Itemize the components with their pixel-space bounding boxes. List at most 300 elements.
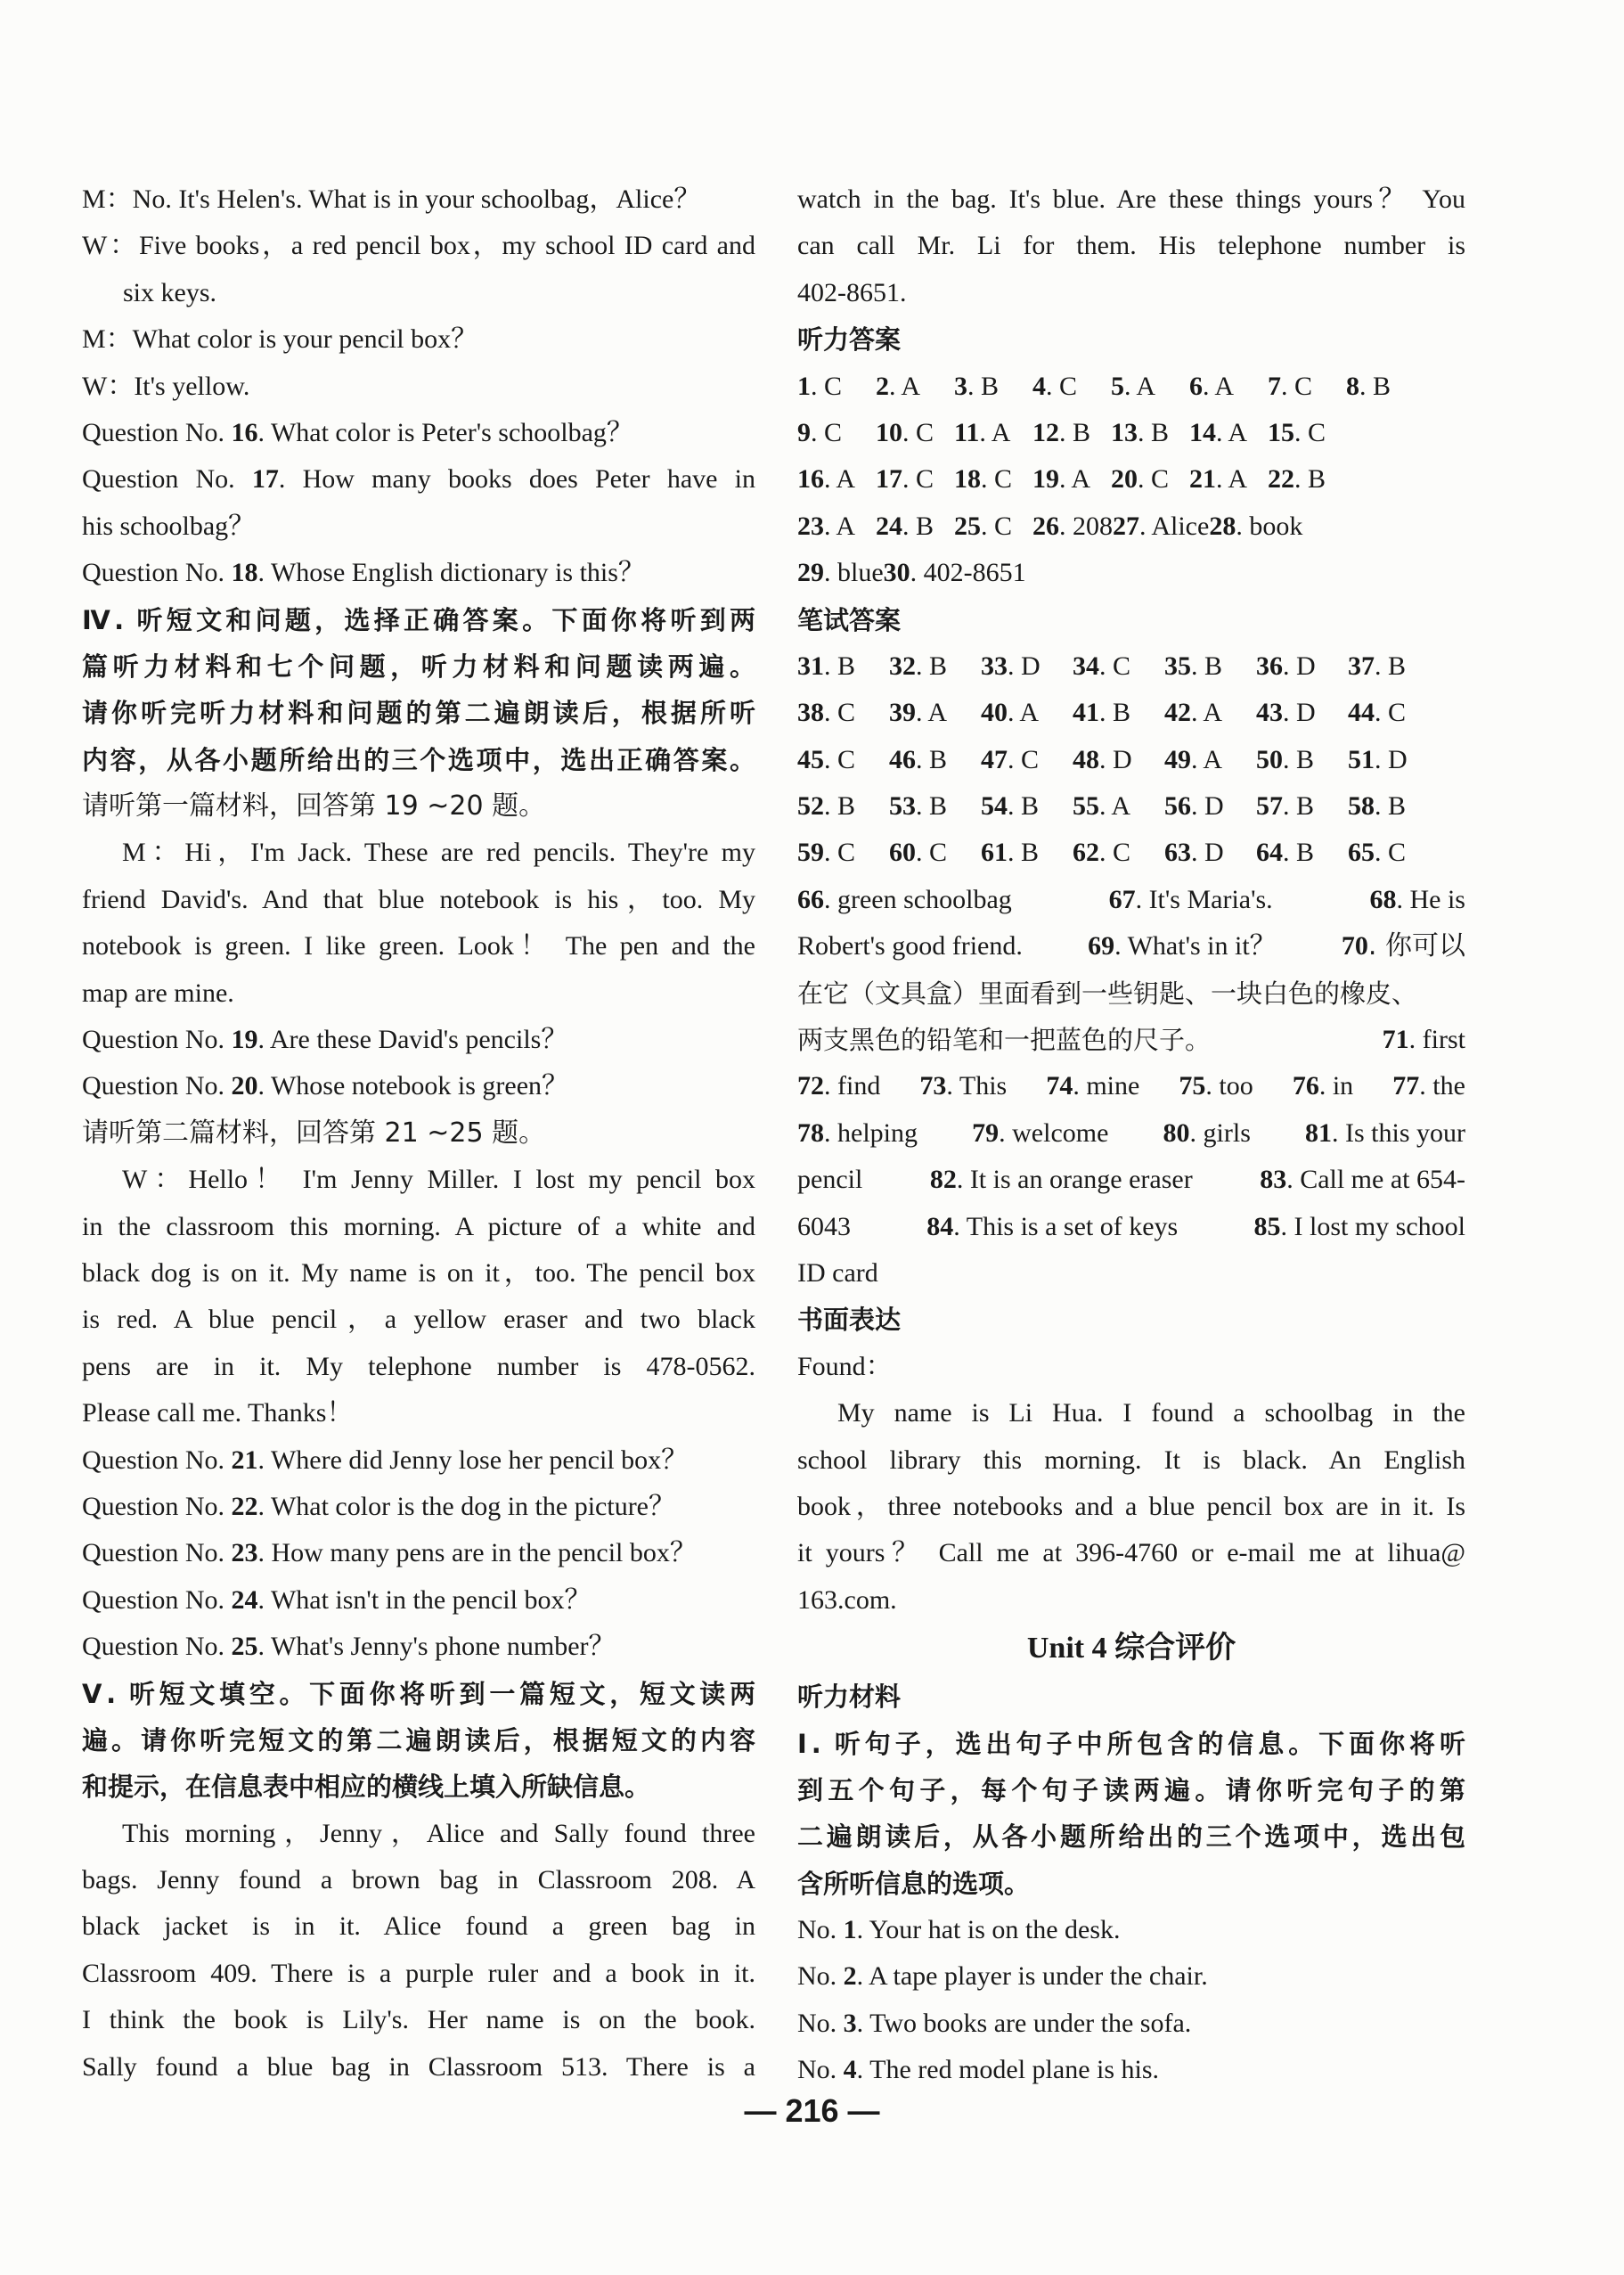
answer-item [1383, 1017, 1465, 1063]
question-line: Question No. 23. How many pens are in the pencil box？ [82, 1538, 697, 1568]
answer-number: 16 [797, 464, 824, 495]
writing-heading: 书面表达 [797, 1305, 902, 1336]
answer-value: . green schoolbag [824, 884, 1012, 914]
answer-value: . book [1236, 511, 1303, 541]
answer-item [1256, 643, 1348, 690]
answer-number: 27 [1113, 511, 1139, 541]
writing-line: book，three notebooks and a blue pencil box are in it. Is [797, 1491, 1465, 1521]
answer-item [1342, 923, 1465, 970]
answer-item [1073, 643, 1164, 690]
answer-value: 两支黑色的铅笔和一把蓝色的尺子。 [797, 1025, 1212, 1056]
answer-value: Robert's good friend. [797, 931, 1023, 962]
answer-item [1073, 783, 1164, 830]
answer-item [1088, 923, 1277, 970]
question-line: his schoolbag？ [82, 511, 256, 541]
answer-item [1256, 830, 1348, 876]
answer-item [981, 783, 1073, 830]
answer-number: 72 [797, 1071, 824, 1101]
answer-number: 10 [876, 417, 902, 447]
sentence-line: No. 4. The red model plane is his. [797, 2055, 1160, 2085]
answer-item [876, 503, 954, 550]
dialog-line: M：No. It's Helen's. What is in your schoolbag，Alice？ [82, 184, 701, 214]
answer-row [797, 503, 1465, 550]
answer-value: . A [1059, 464, 1091, 495]
answer-value: . find [824, 1071, 881, 1101]
answer-item [1189, 364, 1268, 410]
answer-item [1046, 1063, 1139, 1109]
answer-number: 73 [919, 1071, 947, 1101]
answer-value: . B [824, 791, 856, 822]
answer-row [797, 877, 1465, 923]
answer-value: 6043 [797, 1211, 851, 1241]
right-column [797, 176, 1465, 2094]
answer-number: 52 [797, 791, 824, 822]
answer-item [1032, 456, 1111, 503]
answer-value: . A [824, 464, 856, 495]
answer-number: 22 [1268, 464, 1294, 495]
answer-item [1163, 1110, 1251, 1157]
answer-value: . What's in it？ [1114, 931, 1277, 962]
answer-number: 28 [1209, 511, 1236, 541]
passage-line: watch in the bag. It's blue. Are these things yours？ You [797, 184, 1465, 214]
answer-value: . B [1283, 744, 1315, 774]
passage-line: black jacket is in it. Alice found a green bag in [82, 1911, 755, 1942]
answer-item [1346, 364, 1424, 410]
answer-item [1209, 503, 1302, 550]
answer-number: 59 [797, 838, 824, 868]
answer-value: . A [1203, 371, 1235, 401]
answer-number: 75 [1179, 1071, 1206, 1101]
answer-item [1392, 1063, 1465, 1109]
answer-value: . Is this your [1332, 1117, 1465, 1148]
answer-number: 77 [1392, 1071, 1420, 1101]
answer-item [1348, 643, 1440, 690]
answer-value: . B [902, 511, 934, 541]
answer-item [954, 503, 1032, 550]
answer-number: 54 [981, 791, 1008, 822]
answer-number: 9 [797, 417, 811, 447]
answer-number: 8 [1346, 371, 1359, 401]
answer-number: 64 [1256, 838, 1283, 868]
answer-number: 6 [1189, 371, 1203, 401]
passage-line: notebook is green. I like green. Look！ The pen and the [82, 931, 755, 962]
answer-value: . A [1099, 791, 1131, 822]
answer-item [954, 456, 1032, 503]
answer-item [954, 364, 1032, 410]
answer-value: . C [981, 464, 1013, 495]
answer-item [797, 503, 876, 550]
answer-number: 56 [1164, 791, 1191, 822]
answer-row [797, 1204, 1465, 1250]
section-instruction: 遍。请你听完短文的第二遍朗读后，根据短文的内容 [82, 1724, 755, 1755]
answer-item [797, 1063, 880, 1109]
question-line: Question No. 18. Whose English dictionary is this？ [82, 558, 645, 588]
answer-number: 31 [797, 651, 824, 681]
answer-number: 83 [1260, 1165, 1287, 1195]
answer-value: . B [1375, 651, 1407, 681]
answer-value: . C [1138, 464, 1170, 495]
passage-line: in the classroom this morning. A picture of a white and [82, 1211, 755, 1241]
passage-line: Sally found a blue bag in Classroom 513. There is a [82, 2051, 755, 2082]
answer-number: 74 [1046, 1071, 1073, 1101]
answer-value: . D [1099, 744, 1132, 774]
answer-value: . C [1008, 744, 1040, 774]
answer-item [797, 1110, 918, 1157]
answer-item [876, 410, 954, 456]
answer-number: 29 [797, 558, 824, 588]
answer-row [797, 737, 1465, 783]
answer-value: . 402-8651 [910, 558, 1026, 588]
answer-value: . B [1138, 417, 1170, 447]
answer-number: 41 [1073, 698, 1099, 728]
answer-number: 50 [1256, 744, 1283, 774]
answer-item [1164, 737, 1256, 783]
answer-item [797, 1157, 862, 1203]
answer-item [1254, 1204, 1466, 1250]
passage-line: W：Hello！ I'm Jenny Miller. I lost my pencil box [122, 1165, 755, 1195]
answer-number: 79 [972, 1117, 1000, 1148]
answer-number: 76 [1292, 1071, 1319, 1101]
answer-item [1268, 364, 1346, 410]
answer-number: 46 [889, 744, 916, 774]
answer-number: 34 [1073, 651, 1099, 681]
dialog-line: M：What color is your pencil box？ [82, 324, 478, 355]
answer-value: . B [824, 651, 856, 681]
answer-number: 45 [797, 744, 824, 774]
answer-value: . D [1283, 698, 1316, 728]
answer-item [954, 410, 1032, 456]
listening-answers [797, 364, 1465, 597]
writing-line: it yours？ Call me at 396-4760 or e-mail me at lihua@ [797, 1538, 1465, 1568]
passage-line: map are mine. [82, 978, 234, 1008]
answer-value: . C [811, 371, 843, 401]
answer-item [926, 1204, 1178, 1250]
sentence-line: No. 2. A tape player is under the chair. [797, 1961, 1208, 1992]
answer-item [889, 643, 981, 690]
answer-row [797, 456, 1465, 503]
answer-number: 44 [1348, 698, 1375, 728]
answer-item [1111, 456, 1189, 503]
answer-value: . 你可以 [1367, 930, 1465, 962]
answer-item [1369, 877, 1465, 923]
answer-value: . B [916, 744, 948, 774]
answer-item [889, 737, 981, 783]
answer-number: 24 [876, 511, 902, 541]
question-line: Question No. 17. How many books does Peter have in [82, 464, 755, 495]
answer-number: 81 [1305, 1117, 1332, 1148]
answer-value: . A [1191, 744, 1223, 774]
dialog-line: six keys. [123, 277, 216, 307]
answer-value: . the [1419, 1071, 1465, 1101]
passage-intro: 请听第一篇材料，回答第 19 ~20 题。 [82, 790, 546, 822]
answer-number: 15 [1268, 417, 1294, 447]
answer-number: 63 [1164, 838, 1191, 868]
answer-row [797, 1110, 1465, 1157]
passage-line: 402-8651. [797, 277, 907, 307]
answer-number: 18 [954, 464, 981, 495]
answer-item [1073, 830, 1164, 876]
answer-value: . He is [1396, 884, 1465, 914]
answer-value: pencil [797, 1165, 863, 1195]
answer-item [1268, 410, 1346, 456]
answer-number: 7 [1268, 371, 1281, 401]
answer-item [1032, 503, 1113, 550]
answer-item [889, 783, 981, 830]
answer-item [1073, 737, 1164, 783]
answer-value: . A [1124, 371, 1156, 401]
answer-item [1348, 830, 1440, 876]
question-line: Question No. 25. What's Jenny's phone number？ [82, 1632, 616, 1662]
answer-number: 40 [981, 698, 1008, 728]
answer-value: . D [1008, 651, 1041, 681]
answer-value: . Alice [1139, 511, 1210, 541]
section-instruction: 和提示，在信息表中相应的横线上填入所缺信息。 [82, 1772, 651, 1803]
answer-value: . C [824, 838, 856, 868]
answer-item [1164, 783, 1256, 830]
section-instruction: 内容，从各小题所给出的三个选项中，选出正确答案。 [82, 744, 755, 775]
answer-item [1109, 877, 1273, 923]
answer-number: 68 [1369, 884, 1397, 914]
answer-value: . A [1008, 698, 1040, 728]
answer-item [797, 877, 1012, 923]
answer-item [1305, 1110, 1465, 1157]
answer-item [797, 456, 876, 503]
answer-number: 51 [1348, 744, 1375, 774]
answer-value: . C [1046, 371, 1078, 401]
answer-item [981, 643, 1073, 690]
answer-value: . C [824, 698, 856, 728]
answer-value: . C [824, 744, 856, 774]
answer-number: 66 [797, 884, 824, 914]
answer-number: 78 [797, 1117, 824, 1148]
question-line: Question No. 22. What color is the dog in the picture？ [82, 1491, 676, 1521]
answer-number: 48 [1073, 744, 1099, 774]
answer-item [981, 690, 1073, 736]
answer-number: 65 [1348, 838, 1375, 868]
answer-row [797, 783, 1465, 830]
section-instruction: 请你听完听力材料和问题的第二遍朗读后，根据所听 [82, 698, 755, 729]
answer-value: . Call me at 654- [1286, 1165, 1465, 1195]
answer-item [797, 410, 876, 456]
answer-number: 5 [1111, 371, 1124, 401]
answer-item [797, 1204, 851, 1250]
answer-item [1260, 1157, 1465, 1203]
answer-number: 84 [926, 1211, 954, 1241]
answer-row [797, 690, 1465, 736]
answer-value: ID card [797, 1257, 878, 1288]
answer-number: 47 [981, 744, 1008, 774]
answer-value: . B [916, 791, 948, 822]
answer-number: 53 [889, 791, 916, 822]
passage-line: is red. A blue pencil，a yellow eraser and two black [82, 1305, 755, 1335]
answer-number: 25 [954, 511, 981, 541]
answer-value: . A [979, 417, 1011, 447]
answer-number: 69 [1088, 931, 1115, 962]
answer-value: . I lost my school [1280, 1211, 1465, 1241]
answer-value: . welcome [999, 1117, 1109, 1148]
passage-line: I think the book is Lily's. Her name is on the book. [82, 2005, 755, 2035]
sentence-line: No. 3. Two books are under the sofa. [797, 2008, 1192, 2038]
answer-item [797, 690, 889, 736]
section-instruction: 篇听力材料和七个问题，听力材料和问题读两遍。 [82, 651, 755, 682]
answer-item [797, 923, 1023, 970]
answer-row [797, 1017, 1465, 1063]
answer-number: 80 [1163, 1117, 1190, 1148]
written-answers [797, 643, 1465, 877]
answer-value: . helping [824, 1117, 918, 1148]
answer-value: . C [902, 464, 934, 495]
answer-item [972, 1110, 1108, 1157]
section-instruction: Ⅴ. 听短文填空。下面你将听到一篇短文，短文读两 [82, 1678, 755, 1709]
answer-value: . D [1191, 791, 1224, 822]
answer-value: . C [1375, 698, 1407, 728]
answer-number: 2 [876, 371, 889, 401]
section-instruction: 含所听信息的选项。 [797, 1868, 1031, 1899]
answer-value: . in [1318, 1071, 1354, 1101]
answer-item [1032, 410, 1111, 456]
section-instruction: Ⅰ. 听句子，选出句子中所包含的信息。下面你将听 [797, 1728, 1465, 1759]
answer-value: . B [1059, 417, 1091, 447]
answer-item [1111, 364, 1189, 410]
answer-row [797, 1157, 1465, 1203]
answer-item [797, 1250, 878, 1297]
answer-number: 19 [1032, 464, 1059, 495]
answer-value: . B [1375, 791, 1407, 822]
answer-item [884, 550, 1026, 596]
listening-answers-heading: 听力答案 [797, 324, 902, 356]
answer-value: . B [1294, 464, 1326, 495]
answer-value: . B [1191, 651, 1223, 681]
answer-number: 17 [876, 464, 902, 495]
answer-value: . C [1294, 417, 1326, 447]
question-line: Question No. 24. What isn't in the pencil box？ [82, 1584, 592, 1615]
left-column [82, 176, 755, 2091]
answer-row [797, 364, 1465, 410]
answer-item [797, 550, 884, 596]
answer-item [1032, 364, 1111, 410]
answer-item [1256, 783, 1348, 830]
answer-row [797, 923, 1465, 970]
dialog-line: W：It's yellow. [82, 371, 250, 401]
written-answers-continued [797, 877, 1465, 1297]
answer-value: . blue [824, 558, 884, 588]
answer-item [797, 830, 889, 876]
answer-value: . A [889, 371, 921, 401]
answer-item [889, 690, 981, 736]
answer-number: 58 [1348, 791, 1375, 822]
answer-number: 67 [1108, 884, 1136, 914]
answer-number: 61 [981, 838, 1008, 868]
answer-item [981, 737, 1073, 783]
written-answers-heading: 笔试答案 [797, 604, 902, 635]
answer-number: 85 [1253, 1211, 1281, 1241]
answer-value: . It is an orange eraser [956, 1165, 1193, 1195]
answer-value: 在它（文具盒）里面看到一些钥匙、一块白色的橡皮、 [797, 978, 1418, 1009]
answer-item [1111, 410, 1189, 456]
answer-number: 62 [1073, 838, 1099, 868]
section-instruction: Ⅳ. 听短文和问题，选择正确答案。下面你将听到两 [82, 604, 755, 635]
passage-line: M：Hi，I'm Jack. These are red pencils. They're my [122, 838, 755, 868]
question-line: Question No. 20. Whose notebook is green？ [82, 1071, 569, 1101]
sentence-line: No. 1. Your hat is on the desk. [797, 1915, 1121, 1945]
answer-number: 55 [1073, 791, 1099, 822]
answer-value: . B [916, 651, 948, 681]
writing-line: 163.com. [797, 1584, 897, 1615]
answer-item [1348, 783, 1440, 830]
answer-value: . C [981, 511, 1013, 541]
answer-number: 57 [1256, 791, 1283, 822]
answer-item [876, 456, 954, 503]
answer-value: . C [1099, 651, 1131, 681]
answer-number: 14 [1189, 417, 1216, 447]
answer-number: 70 [1341, 931, 1368, 962]
answer-value: . This is a set of keys [953, 1211, 1179, 1241]
answer-value: . D [1191, 838, 1224, 868]
answer-item [919, 1063, 1007, 1109]
answer-item [981, 830, 1073, 876]
answer-number: 30 [883, 558, 910, 588]
answer-number: 13 [1111, 417, 1138, 447]
answer-value: . It's Maria's. [1135, 884, 1273, 914]
answer-row [797, 830, 1465, 876]
answer-value: . B [1099, 698, 1131, 728]
answer-number: 37 [1348, 651, 1375, 681]
answer-item [1268, 456, 1346, 503]
answer-item [876, 364, 954, 410]
answer-value: . B [1283, 838, 1315, 868]
answer-number: 60 [889, 838, 916, 868]
answer-row [797, 1063, 1465, 1109]
answer-row [797, 643, 1465, 690]
answer-number: 36 [1256, 651, 1283, 681]
answer-number: 23 [797, 511, 824, 541]
answer-item [1113, 503, 1209, 550]
passage-line: friend David's. And that blue notebook is his，too. My [82, 884, 755, 914]
answer-number: 42 [1164, 698, 1191, 728]
answer-value: . C [1375, 838, 1407, 868]
answer-item [1189, 410, 1268, 456]
answer-item [1256, 737, 1348, 783]
answer-item [1164, 690, 1256, 736]
passage-line: pens are in it. My telephone number is 478-0562. [82, 1351, 755, 1381]
answer-row [797, 550, 1465, 596]
answer-row [797, 970, 1465, 1017]
writing-line: school library this morning. It is black. An English [797, 1444, 1465, 1475]
answer-number: 39 [889, 698, 916, 728]
answer-item [1348, 737, 1440, 783]
passage-line: Classroom 409. There is a purple ruler and a book in it. [82, 1958, 755, 1988]
answer-item [1348, 690, 1440, 736]
answer-item [1293, 1063, 1353, 1109]
answer-item [1073, 690, 1164, 736]
answer-value: . C [902, 417, 934, 447]
passage-line: This morning，Jenny，Alice and Sally found three [122, 1818, 755, 1848]
answer-number: 33 [981, 651, 1008, 681]
passage-line: bags. Jenny found a brown bag in Classroom 208. A [82, 1865, 755, 1895]
answer-value: . mine [1073, 1071, 1140, 1101]
question-line: Question No. 16. What color is Peter's schoolbag？ [82, 417, 633, 447]
answer-item [1179, 1063, 1253, 1109]
answer-item [930, 1157, 1193, 1203]
page-number: — 216 — [744, 2092, 880, 2129]
section-instruction: 二遍朗读后，从各小题所给出的三个选项中，选出包 [797, 1821, 1465, 1853]
answer-row [797, 410, 1465, 456]
answer-number: 26 [1032, 511, 1059, 541]
answer-number: 4 [1032, 371, 1046, 401]
writing-found: Found： [797, 1351, 893, 1381]
answer-value: . D [1375, 744, 1408, 774]
answer-value: . C [811, 417, 843, 447]
